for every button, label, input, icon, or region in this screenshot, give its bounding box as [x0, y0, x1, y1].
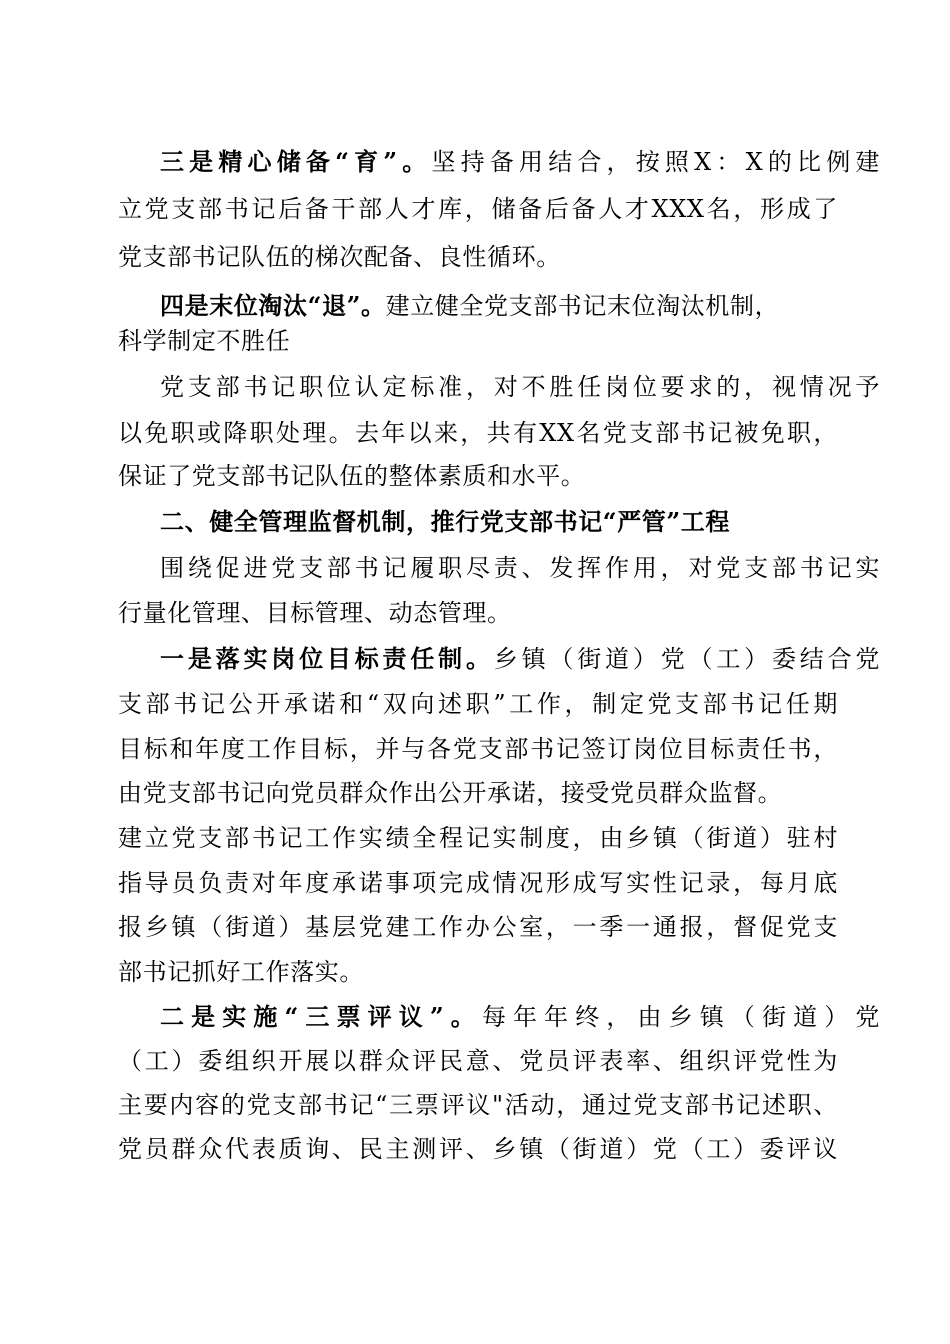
text-line — [118, 733, 838, 765]
text-line — [118, 1133, 838, 1165]
text-line — [118, 417, 838, 449]
text-line-heading: 一是落实岗位目标责任制。 — [160, 644, 494, 673]
text-line-body: 建立党支部书记工作实绩全程记实制度，由乡镇（街道）驻村 — [118, 824, 838, 852]
text-line-body: 保证了党支部书记队伍的整体素质和水平。 — [118, 462, 586, 490]
text-line-body: 每年年终，由乡镇（街道）党 — [481, 1003, 880, 1031]
text-line — [118, 688, 838, 720]
text-line — [118, 325, 838, 357]
text-line — [118, 1089, 838, 1121]
text-line — [118, 956, 838, 988]
text-line-body: 主要内容的党支部书记“三票评议"活动，通过党支部书记述职、 — [118, 1091, 838, 1119]
text-line-body: 以免职或降职处理。去年以来，共有XX名党支部书记被免职， — [118, 419, 838, 447]
text-line — [118, 822, 838, 854]
text-line — [160, 146, 880, 178]
text-line — [160, 371, 880, 403]
text-line-body: 围绕促进党支部书记履职尽责、发挥作用，对党支部书记实 — [160, 554, 880, 582]
text-line-body: 部书记抓好工作落实。 — [118, 958, 364, 986]
text-line — [118, 911, 838, 943]
text-line-body: 指导员负责对年度承诺事项完成情况形成写实性记录，每月底 — [118, 869, 838, 897]
text-line-body: 立党支部书记后备干部人才库，储备后备人才XXX名，形成了 — [118, 195, 838, 223]
text-line-body: 科学制定不胜任 — [118, 327, 291, 355]
text-line-body: 党支部书记职位认定标准，对不胜任岗位要求的，视情况予 — [160, 373, 880, 401]
text-line-heading: 二是实施“三票评议”。 — [160, 1002, 482, 1031]
text-line — [160, 290, 880, 322]
text-line — [160, 643, 880, 675]
text-line-body: 支部书记公开承诺和“双向述职”工作，制定党支部书记任期 — [118, 690, 838, 718]
text-line — [118, 597, 838, 629]
text-line-body: 乡镇（街道）党（工）委结合党 — [493, 645, 880, 673]
text-line — [118, 193, 838, 225]
text-line-body: 行量化管理、目标管理、动态管理。 — [118, 599, 512, 627]
text-line-body: （工）委组织开展以群众评民意、党员评表率、组织评党性为 — [118, 1047, 838, 1075]
text-line — [118, 1045, 838, 1077]
text-line — [160, 552, 880, 584]
text-line-body: 目标和年度工作目标，并与各党支部书记签订岗位目标责任书， — [118, 735, 838, 763]
text-line-body: 报乡镇（街道）基层党建工作办公室，一季一通报，督促党支 — [118, 913, 838, 941]
text-line-heading: 三是精心储备“育”。 — [160, 147, 432, 176]
section-heading-text: 二、健全管理监督机制，推行党支部书记“严管”工程 — [160, 507, 731, 536]
text-line — [118, 241, 838, 273]
text-line-heading: 四是末位淘汰“退”。 — [160, 291, 386, 320]
text-line — [118, 867, 838, 899]
text-line — [118, 777, 838, 809]
text-line-body: 建立健全党支部书记末位淘汰机制， — [385, 292, 780, 320]
text-line — [160, 1001, 880, 1033]
text-line — [118, 460, 838, 492]
text-line-body: 党员群众代表质询、民主测评、乡镇（街道）党（工）委评议 — [118, 1135, 838, 1163]
text-line-body: 党支部书记队伍的梯次配备、良性循环。 — [118, 243, 561, 271]
text-line-body: 由党支部书记向党员群众作出公开承诺，接受党员群众监督。 — [118, 779, 783, 807]
section-heading — [160, 506, 880, 538]
text-line-body: 坚持备用结合，按照X：X的比例建 — [431, 148, 880, 176]
